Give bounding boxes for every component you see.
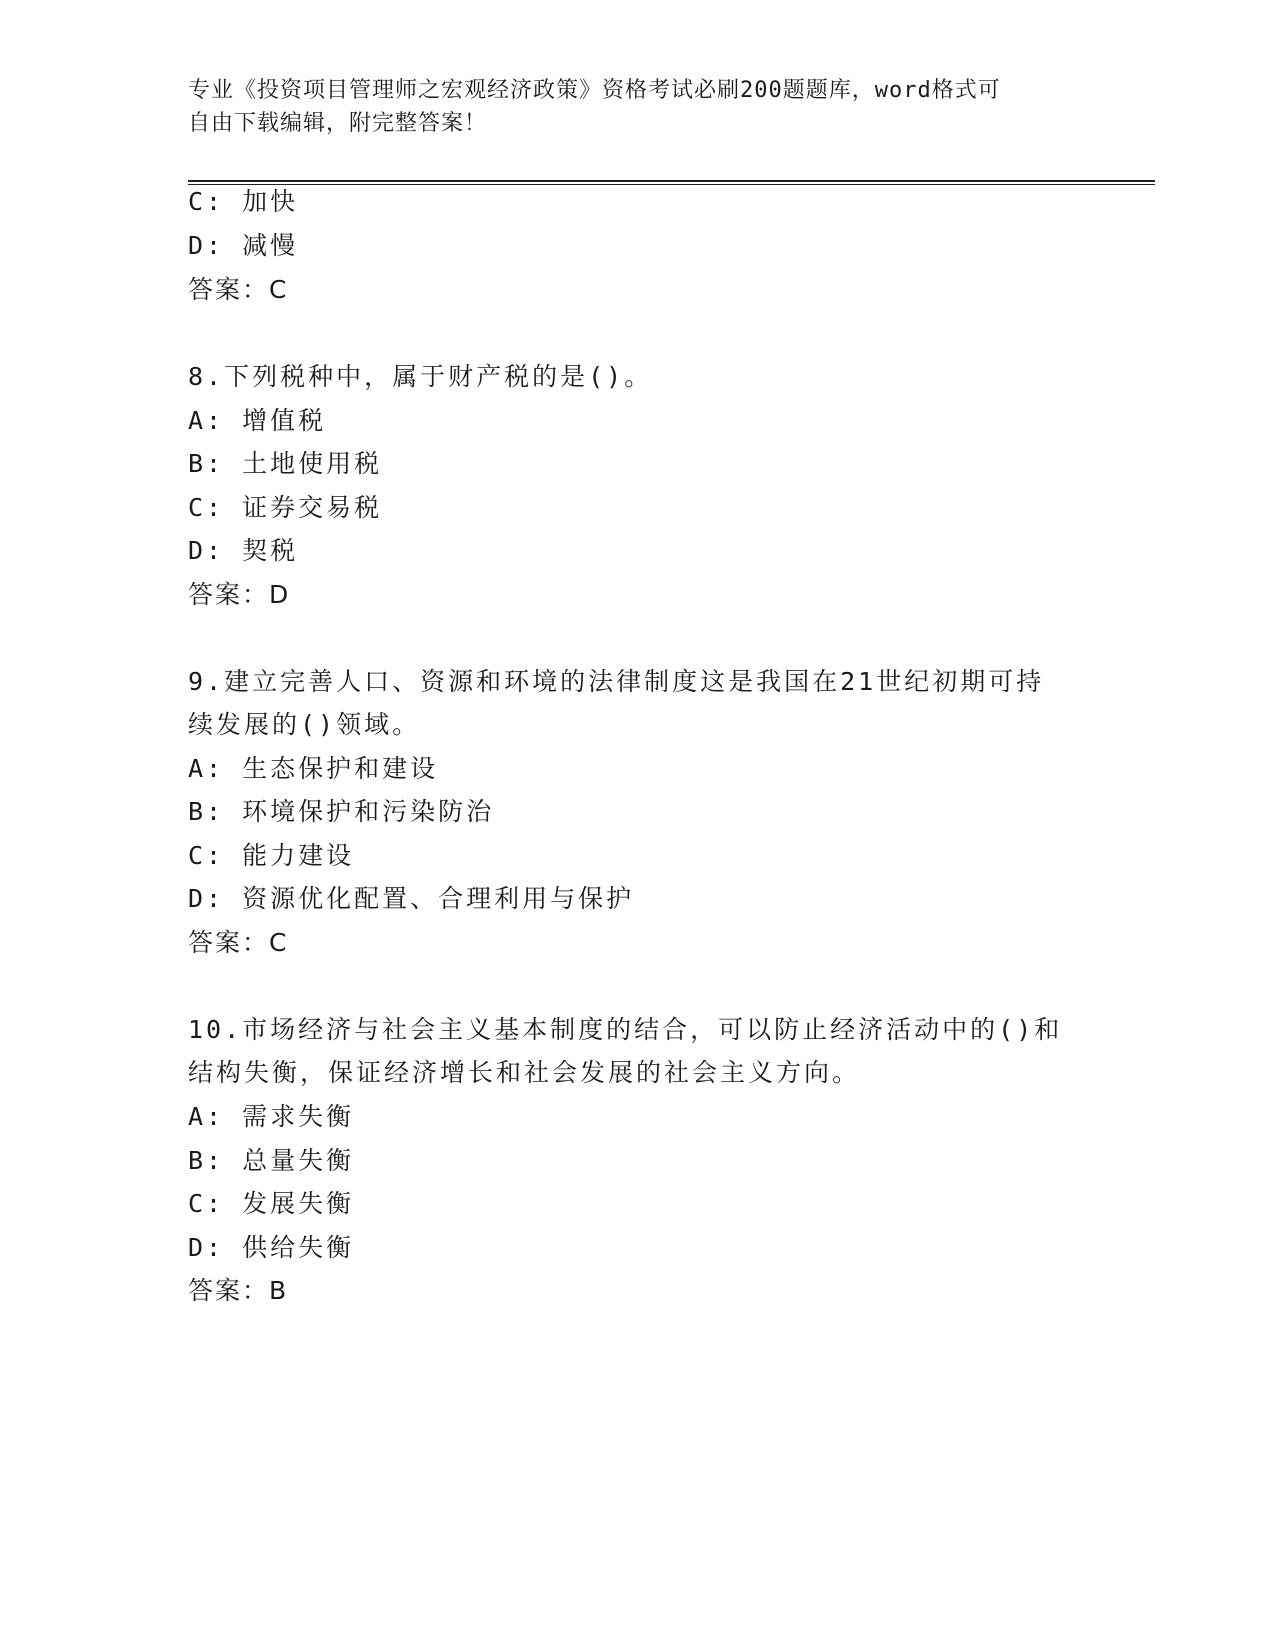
q9-option-c: C: 能力建设 <box>188 841 355 870</box>
q9-stem-line-1: 9.建立完善人口、资源和环境的法律制度这是我国在21世纪初期可持 <box>188 667 1045 696</box>
q10-option-b: B: 总量失衡 <box>188 1146 355 1175</box>
q10-stem-line-1: 10.市场经济与社会主义基本制度的结合，可以防止经济活动中的()和 <box>188 1015 1063 1044</box>
q10-stem-line-2: 结构失衡，保证经济增长和社会发展的社会主义方向。 <box>188 1058 861 1087</box>
q9-option-b: B: 环境保护和污染防治 <box>188 797 495 826</box>
q8-option-d: D: 契税 <box>188 536 299 565</box>
q9-option-d: D: 资源优化配置、合理利用与保护 <box>188 884 635 913</box>
q8-answer: 答案：D <box>188 580 291 609</box>
prev-option-d: D: 减慢 <box>188 231 299 260</box>
header-line-2: 自由下载编辑，附完整答案！ <box>188 111 488 136</box>
q9-answer: 答案：C <box>188 928 289 957</box>
q10-option-a: A: 需求失衡 <box>188 1102 355 1131</box>
document-header <box>188 74 1088 140</box>
q10-answer: 答案：B <box>188 1276 289 1305</box>
q8-option-b: B: 土地使用税 <box>188 449 383 478</box>
q10-option-c: C: 发展失衡 <box>188 1189 355 1218</box>
q9-option-a: A: 生态保护和建设 <box>188 754 439 783</box>
q8-stem: 8.下列税种中，属于财产税的是()。 <box>188 362 653 391</box>
header-divider <box>188 180 1155 185</box>
q10-option-d: D: 供给失衡 <box>188 1233 355 1262</box>
q8-option-c: C: 证券交易税 <box>188 493 383 522</box>
q9-stem-line-2: 续发展的()领域。 <box>188 710 421 739</box>
prev-option-c: C: 加快 <box>188 187 299 216</box>
prev-answer: 答案：C <box>188 275 289 304</box>
header-line-1: 专业《投资项目管理师之宏观经济政策》资格考试必刷200题题库，word格式可 <box>188 78 1001 103</box>
q8-option-a: A: 增值税 <box>188 406 327 435</box>
